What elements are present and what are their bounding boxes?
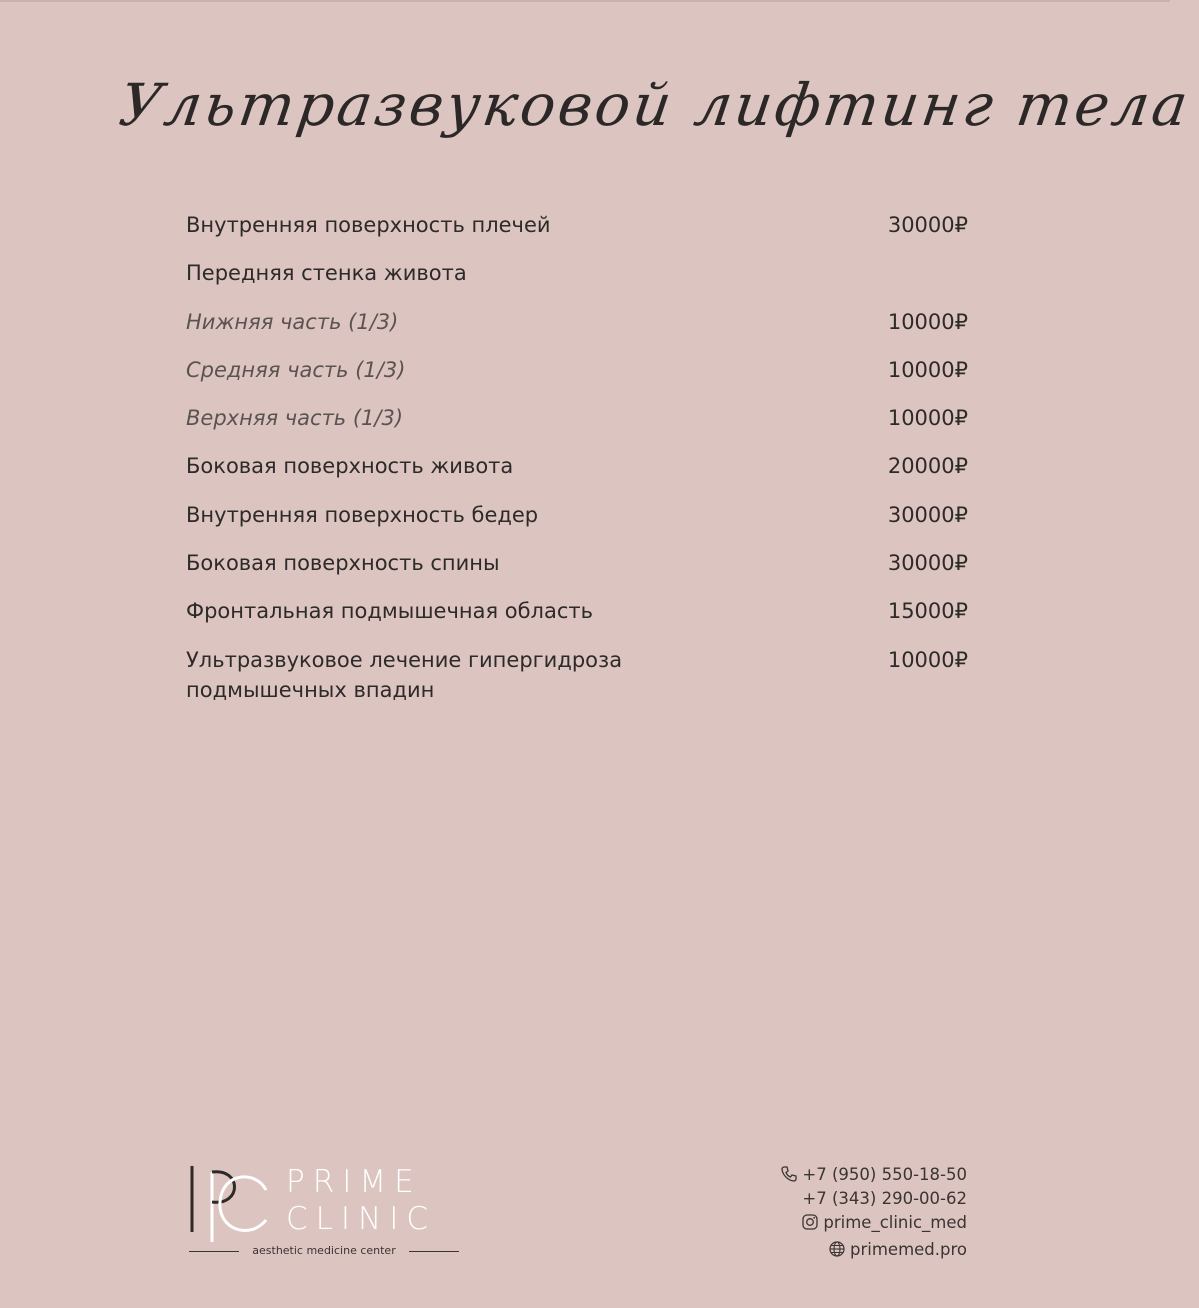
- service-price: 10000₽: [887, 647, 968, 672]
- brand-name: [286, 1164, 436, 1238]
- pc-monogram-icon: [186, 1164, 266, 1244]
- section-heading-row: [186, 256, 976, 304]
- price-row: [186, 546, 976, 594]
- price-row: [186, 643, 976, 723]
- service-name: Внутренняя поверхность плечей: [186, 213, 551, 237]
- service-price: 10000₽: [887, 309, 968, 334]
- page-top-edge: [0, 0, 1170, 2]
- service-name: Средняя часть (1/3): [186, 357, 406, 382]
- service-name: Боковая поверхность спины: [186, 551, 500, 576]
- phone-number-2: +7 (343) 290-00-62: [802, 1189, 967, 1208]
- service-price: 20000₽: [887, 454, 968, 479]
- phone-icon: [780, 1165, 798, 1183]
- tagline-row: [189, 1242, 459, 1260]
- brand-line-clinic: CLINIC: [286, 1201, 437, 1237]
- price-row: [186, 353, 976, 401]
- website-link[interactable]: [780, 1238, 967, 1262]
- service-name: Ультразвуковое лечение гипергидроза подмышечных впадин: [186, 647, 623, 702]
- divider: [189, 1251, 239, 1252]
- service-name: Нижняя часть (1/3): [186, 309, 399, 334]
- instagram-handle: prime_clinic_med: [823, 1213, 967, 1232]
- brand-line-prime: PRIME: [286, 1164, 422, 1200]
- instagram-icon: [801, 1213, 819, 1231]
- price-row: [186, 449, 976, 497]
- service-price: 10000₽: [887, 406, 968, 431]
- price-row: [186, 594, 976, 642]
- service-price: 30000₽: [887, 213, 968, 237]
- service-name: Боковая поверхность живота: [186, 454, 514, 479]
- phone-primary[interactable]: [780, 1163, 967, 1187]
- service-name: Внутренняя поверхность бедер: [186, 502, 539, 527]
- price-row: [186, 401, 976, 449]
- price-row: [186, 498, 976, 546]
- phone-number-1: +7 (950) 550-18-50: [802, 1165, 967, 1184]
- service-price: 30000₽: [887, 502, 968, 527]
- clinic-logo: [186, 1158, 461, 1268]
- brand-tagline: aesthetic medicine center: [252, 1244, 396, 1257]
- contacts-block: [780, 1163, 967, 1262]
- page-title: Ультразвуковой лифтинг тела: [115, 71, 1195, 139]
- phone-secondary[interactable]: [780, 1187, 967, 1211]
- service-name: Верхняя часть (1/3): [186, 406, 404, 431]
- service-price: 15000₽: [887, 599, 968, 624]
- section-heading: Передняя стенка живота: [186, 261, 467, 286]
- service-name: Фронтальная подмышечная область: [186, 599, 594, 624]
- price-row: [186, 208, 976, 256]
- service-price: 10000₽: [887, 357, 968, 382]
- service-price: 30000₽: [887, 551, 968, 576]
- globe-icon: [828, 1240, 846, 1258]
- website-url: primemed.pro: [850, 1240, 967, 1259]
- price-row: [186, 305, 976, 353]
- price-list: [186, 208, 976, 723]
- instagram-link[interactable]: [780, 1211, 967, 1235]
- divider: [409, 1251, 459, 1252]
